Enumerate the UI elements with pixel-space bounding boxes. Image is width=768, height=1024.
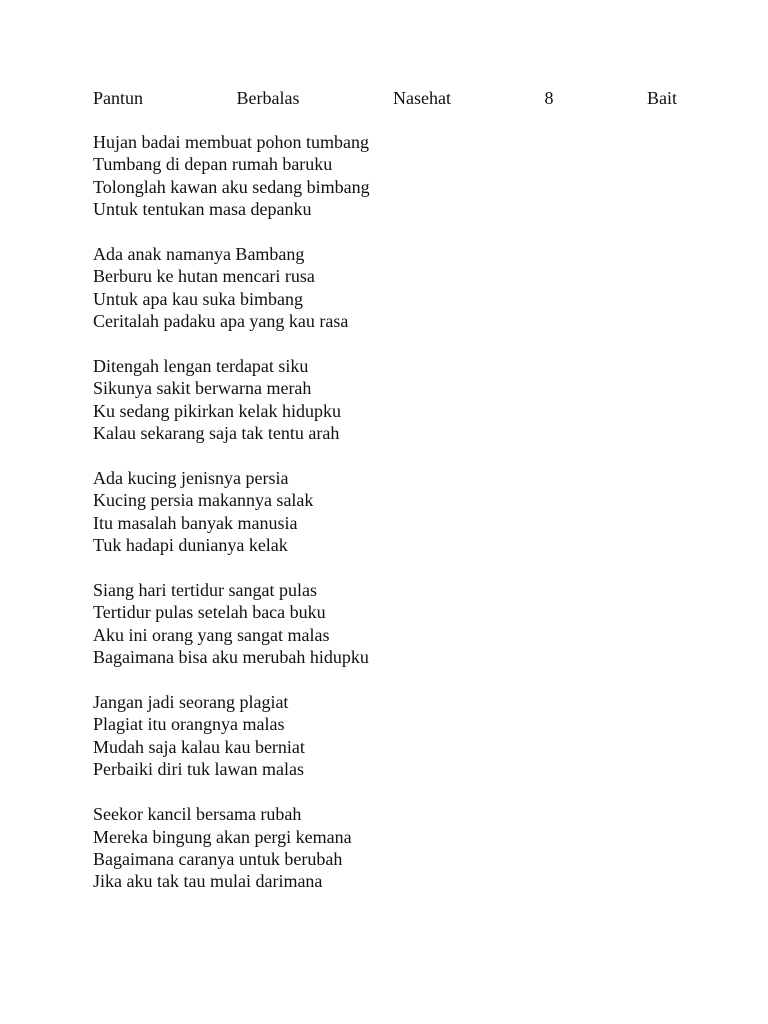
poem-line: Tertidur pulas setelah baca buku: [93, 602, 326, 623]
poem-line: Plagiat itu orangnya malas: [93, 714, 285, 735]
poem-line: Ada anak namanya Bambang: [93, 244, 305, 265]
stanza-7: [93, 803, 677, 893]
poem-line: Mereka bingung akan pergi kemana: [93, 826, 352, 847]
poem-line: Ditengah lengan terdapat siku: [93, 356, 309, 377]
poem-line: Kucing persia makannya salak: [93, 490, 314, 511]
stanza-5: [93, 579, 677, 669]
poem-line: Hujan badai membuat pohon tumbang: [93, 132, 369, 152]
poem-line: Itu masalah banyak manusia: [93, 512, 298, 533]
stanza-4: [93, 467, 677, 557]
poem-line: Siang hari tertidur sangat pulas: [93, 580, 317, 601]
poem-line: Ada kucing jenisnya persia: [93, 468, 289, 489]
poem-line: Berburu ke hutan mencari rusa: [93, 266, 315, 287]
poem-line: Seekor kancil bersama rubah: [93, 804, 302, 825]
poem-line: Tumbang di depan rumah baruku: [93, 154, 333, 175]
title-word: Berbalas: [236, 88, 300, 108]
poem-line: Tuk hadapi dunianya kelak: [93, 535, 288, 556]
poem-line: Ceritalah padaku apa yang kau rasa: [93, 311, 349, 332]
title-word: Pantun: [93, 88, 144, 108]
poem-line: Untuk tentukan masa depanku: [93, 199, 312, 220]
poem-line: Bagaimana caranya untuk berubah: [93, 848, 343, 869]
title-word: Nasehat: [393, 88, 451, 108]
poem-line: Bagaimana bisa aku merubah hidupku: [93, 647, 369, 668]
stanza-2: [93, 243, 677, 333]
poem-line: Untuk apa kau suka bimbang: [93, 288, 303, 309]
poem-line: Sikunya sakit berwarna merah: [93, 378, 312, 399]
poem-line: Kalau sekarang saja tak tentu arah: [93, 423, 340, 444]
poem-line: Aku ini orang yang sangat malas: [93, 624, 330, 645]
document-page: [93, 86, 677, 915]
title-word: 8: [544, 88, 554, 108]
stanza-6: [93, 691, 677, 781]
title-word: Bait: [646, 88, 677, 108]
poem-line: Jangan jadi seorang plagiat: [93, 692, 289, 713]
stanza-1: [93, 131, 677, 221]
poem-line: Tolonglah kawan aku sedang bimbang: [93, 176, 370, 197]
poem-line: Jika aku tak tau mulai darimana: [93, 871, 323, 892]
poem-line: Perbaiki diri tuk lawan malas: [93, 759, 304, 780]
stanza-3: [93, 355, 677, 445]
poem-line: Mudah saja kalau kau berniat: [93, 736, 305, 757]
document-title: [93, 86, 677, 110]
poem-line: Ku sedang pikirkan kelak hidupku: [93, 400, 341, 421]
